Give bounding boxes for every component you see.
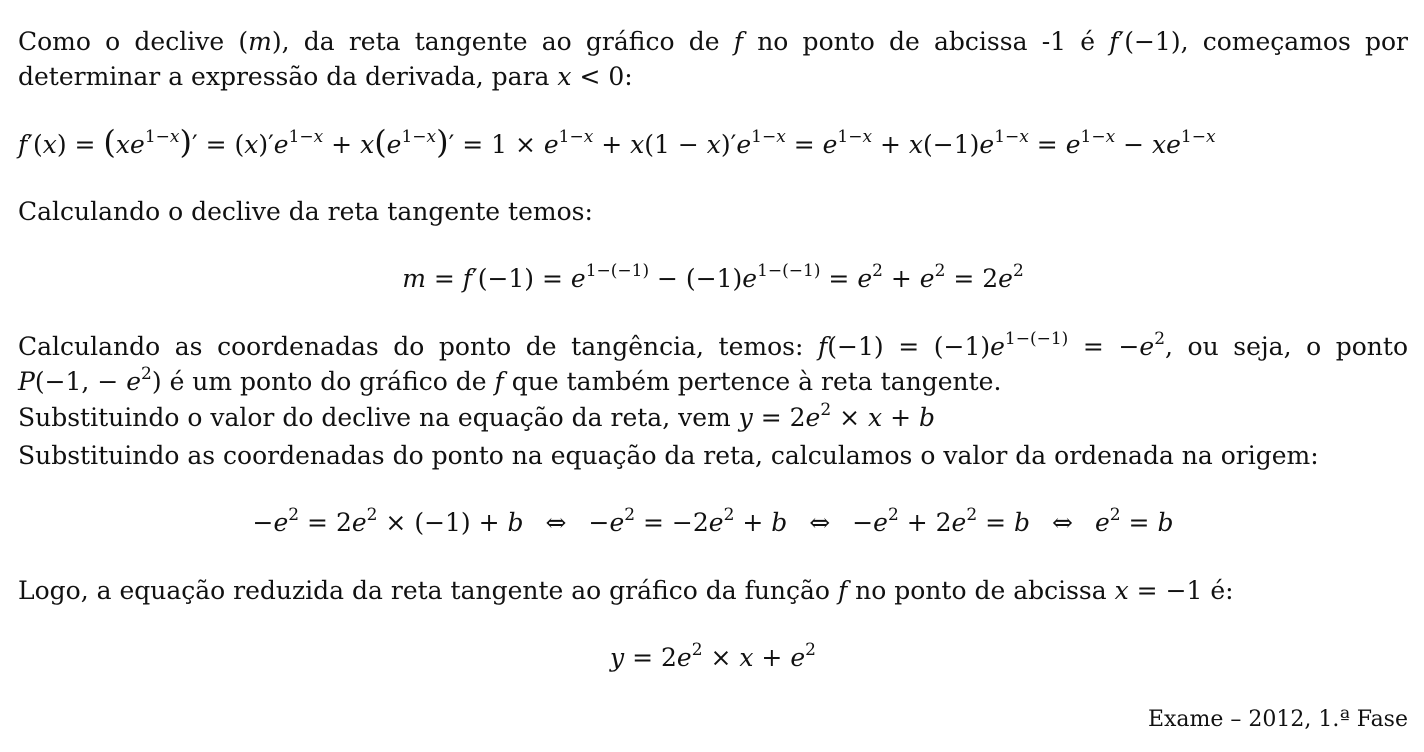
conclusion-text-2: no ponto de abcissa: [855, 576, 1107, 605]
conclusion-text-3: é:: [1210, 576, 1234, 605]
substitute-point-line: Substituindo as coordenadas do ponto na equação da reta, calculamos o valor da ordenada na origem:: [18, 441, 1319, 470]
intro-text-4: , começamos por: [1180, 27, 1409, 56]
point-line-1: Calculando as coordenadas do ponto de tangência, temos: $f(-1) = (-1)e^{1-(-1)} = -e^2$, ou seja, o ponto: [18, 329, 1409, 361]
point-text-3: é um ponto do gráfico de: [169, 367, 487, 396]
intro-text-3: no ponto de abcissa -1 é: [757, 27, 1096, 56]
substitute-slope-text: Substituindo o valor do declive na equação da reta, vem: [18, 403, 731, 432]
intro-text-1: Como o declive: [18, 27, 225, 56]
final-equation: $y = 2e^2 \times x + e^2$: [610, 640, 816, 672]
intro-text-5: determinar a expressão da derivada, para: [18, 62, 550, 91]
point-text-4: que também pertence à reta tangente.: [511, 367, 1002, 396]
conclusion-line: Logo, a equação reduzida da reta tangente ao gráfico da função f no ponto de abcissa x = −1 é:: [18, 576, 1234, 605]
slope-equation: $m = f'(-1) = e^{1-(-1)} - (-1)e^{1-(-1)} = e^2 + e^2 = 2e^2$: [402, 261, 1024, 293]
substitute-slope-line: Substituindo o valor do declive na equação da reta, vem $y = 2e^2 \times x + b$: [18, 400, 935, 432]
equivalence-chain: $-e^2 = 2e^2 \times (-1) + b$ ⇔ $-e^2 = -2e^2 + b$ ⇔ $-e^2 + 2e^2 = b$ ⇔ $e^2 = b$: [252, 505, 1174, 537]
intro-line-2: determinar a expressão da derivada, para x < 0:: [18, 62, 633, 91]
point-line-2: P(−1, − $e^2$) é um ponto do gráfico de f que também pertence à reta tangente.: [18, 364, 1002, 396]
intro-line-1: Como o declive (m), da reta tangente ao gráfico de f no ponto de abcissa -1 é f′(−1), começamos por: [18, 27, 1409, 56]
point-text-2: , ou seja, o ponto: [1165, 332, 1409, 361]
conclusion-text-1: Logo, a equação reduzida da reta tangente ao gráfico da função: [18, 576, 830, 605]
intro-text-6: :: [624, 62, 633, 91]
slope-intro: Calculando o declive da reta tangente temos:: [18, 197, 593, 226]
derivative-equation: $f'(x) = (xe^{1-x})' = (x)'e^{1-x} + x(e^{1-x})' = 1 \times e^{1-x} + x(1 - x)'e^{1-x} = e^{1-x} + x(-1)e^{1-x} = e^{1-x} - xe^{1-x}$: [18, 123, 1216, 161]
intro-text-2: , da reta tangente ao gráfico de: [281, 27, 720, 56]
exam-source: Exame – 2012, 1.ª Fase: [1147, 707, 1408, 732]
point-text-1: Calculando as coordenadas do ponto de tangência, temos:: [18, 332, 804, 361]
